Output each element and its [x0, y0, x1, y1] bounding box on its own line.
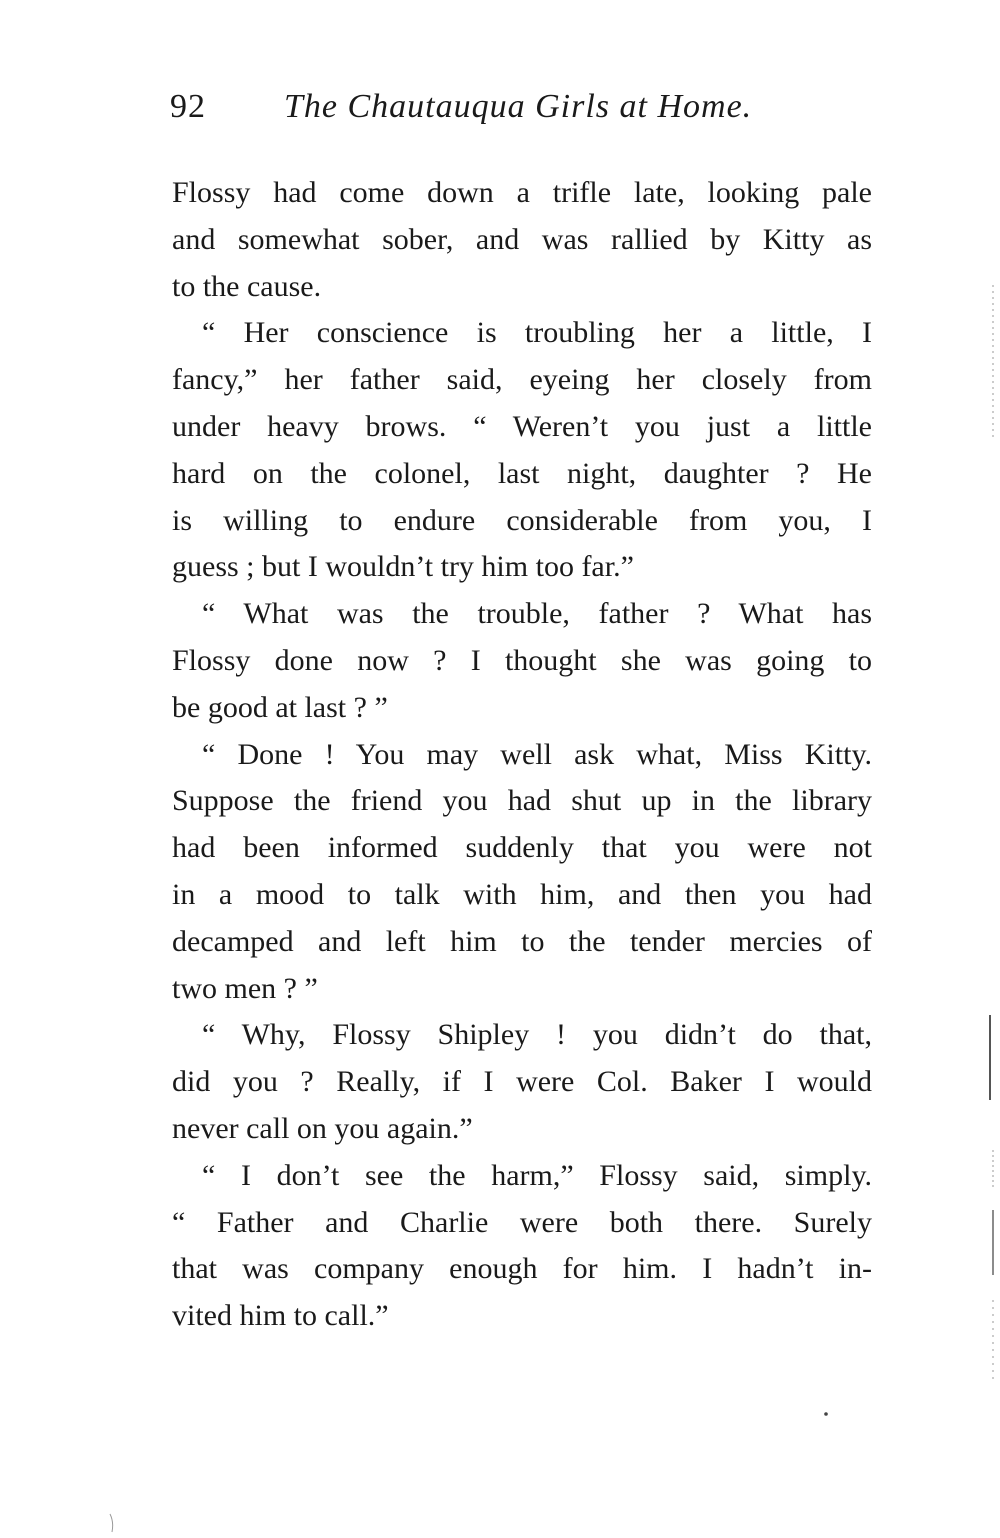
text-line: and somewhat sober, and was rallied by Kitty as [172, 222, 872, 256]
text-line: “ What was the trouble, father ? What has [202, 597, 872, 631]
text-line: “ Done ! You may well ask what, Miss Kitty. [202, 737, 872, 771]
text-line: Suppose the friend you had shut up in the library [172, 784, 872, 818]
text-line: “ Her conscience is troubling her a little, I [202, 316, 872, 350]
text-line: Flossy done now ? I thought she was going to [172, 643, 872, 677]
text-line: that was company enough for him. I hadn’t in- [172, 1252, 872, 1286]
text-line: hard on the colonel, last night, daughter ? He [172, 456, 872, 490]
text-line: “ Father and Charlie were both there. Surely [172, 1205, 872, 1239]
page-number: 92 [170, 88, 206, 125]
body-text [172, 170, 872, 1340]
text-line: fancy,” her father said, eyeing her closely from [172, 363, 872, 397]
text-line: is willing to endure considerable from you, I [172, 503, 872, 537]
text-line: two men ? ” [172, 971, 318, 1005]
text-line: never call on you again.” [172, 1111, 473, 1145]
text-line: be good at last ? ” [172, 690, 388, 724]
text-line: had been informed suddenly that you were not [172, 831, 872, 865]
text-line: decamped and left him to the tender mercies of [172, 924, 872, 958]
text-line: guess ; but I wouldn’t try him too far.” [172, 550, 634, 584]
text-line: vited him to call.” [172, 1299, 389, 1333]
text-line: to the cause. [172, 269, 322, 303]
text-line: “ I don’t see the harm,” Flossy said, simply. [202, 1158, 872, 1192]
text-line: under heavy brows. “ Weren’t you just a little [172, 409, 872, 443]
text-line: “ Why, Flossy Shipley ! you didn’t do that, [202, 1018, 872, 1052]
running-title: The Chautauqua Girls at Home. [284, 88, 753, 125]
running-head [168, 82, 888, 132]
text-line: Flossy had come down a trifle late, looking pale [172, 176, 872, 209]
text-line: did you ? Really, if I were Col. Baker I would [172, 1065, 872, 1099]
text-line: in a mood to talk with him, and then you had [172, 877, 872, 911]
